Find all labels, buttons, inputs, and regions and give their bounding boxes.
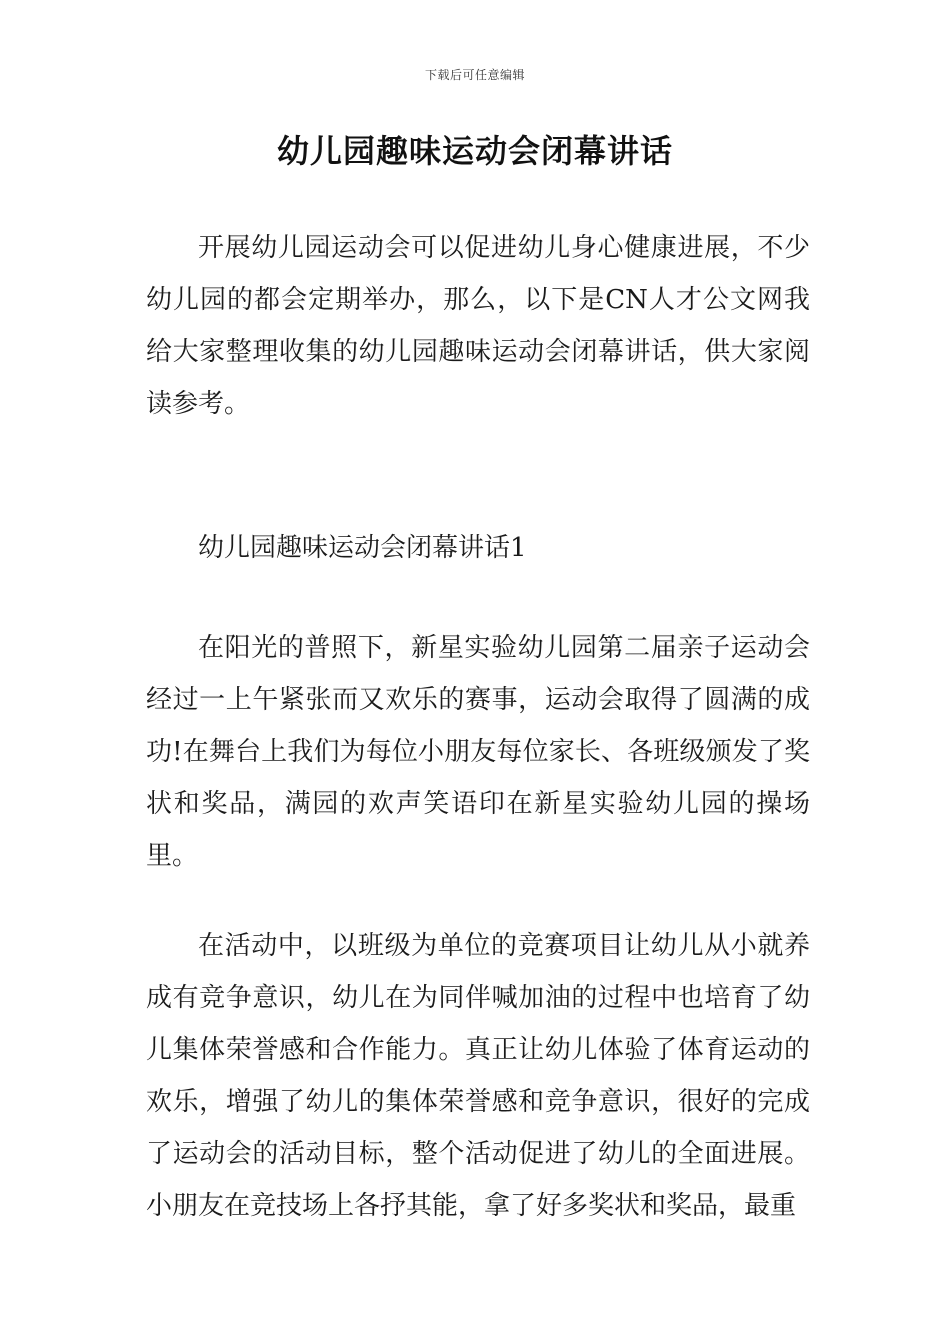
document-title: 幼儿园趣味运动会闭幕讲话 <box>276 132 673 170</box>
body-paragraph: 在阳光的普照下，新星实验幼儿园第二届亲子运动会经过一上午紧张而又欢乐的赛事，运动会取得了圆满的成功!在舞台上我们为每位小朋友每位家长、各班级颁发了奖状和奖品，满园的欢声笑语印在新星实验幼儿园的操场里。 <box>146 633 810 871</box>
section-heading: 幼儿园趣味运动会闭幕讲话1 <box>198 533 527 563</box>
body-paragraph: 在活动中，以班级为单位的竞赛项目让幼儿从小就养成有竞争意识，幼儿在为同伴喊加油的过程中也培育了幼儿集体荣誉感和合作能力。真正让幼儿体验了体育运动的欢乐，增强了幼儿的集体荣誉感和竞争意识，很好的完成了运动会的活动目标，整个活动促进了幼儿的全面进展。小朋友在竞技场上各抒其能，拿了好多奖状和奖品，最重 <box>146 931 810 1221</box>
intro-paragraph: 开展幼儿园运动会可以促进幼儿身心健康进展，不少幼儿园的都会定期举办，那么，以下是CN人才公文网我给大家整理收集的幼儿园趣味运动会闭幕讲话，供大家阅读参考。 <box>146 233 810 419</box>
header-note: 下载后可任意编辑 <box>424 68 525 82</box>
